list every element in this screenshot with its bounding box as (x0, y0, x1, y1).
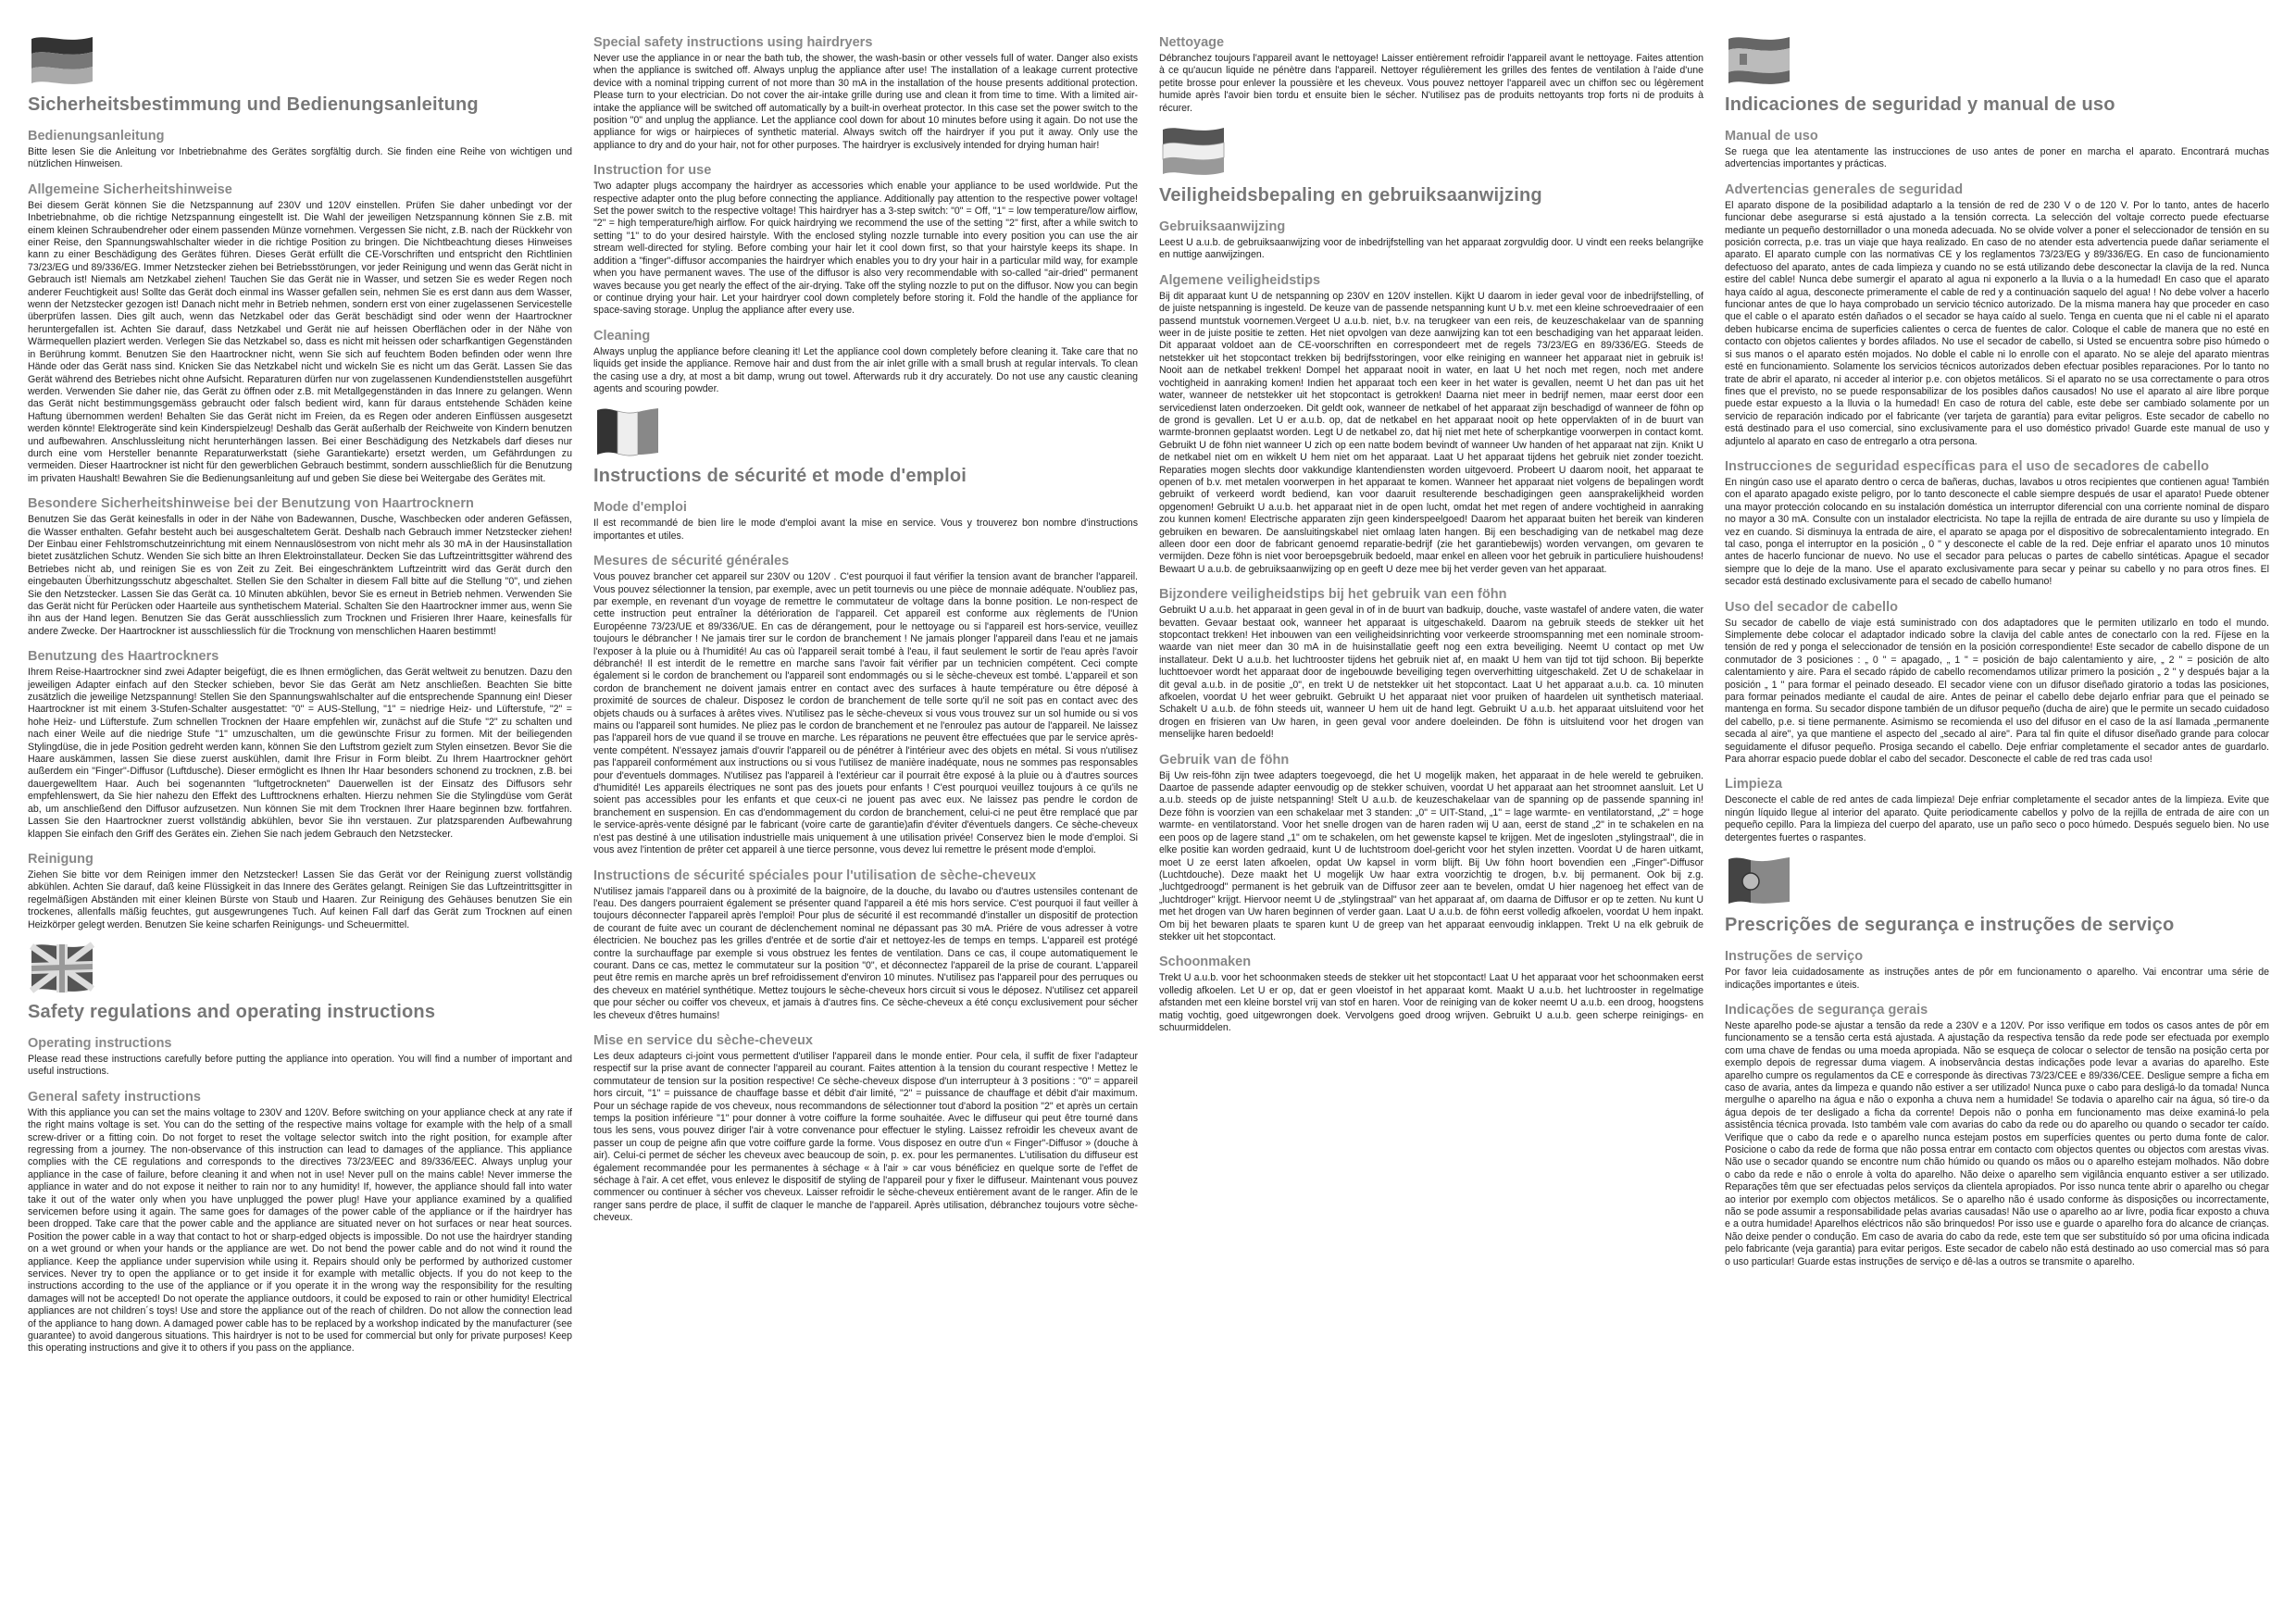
spanish-special-safety-text: En ningún caso use el aparato dentro o cerca de bañeras, duchas, lavabos u otros recipientes que contienen agua! También con el aparato apagado existe peligro, por lo tanto desconecte el cable siempre después de usar el aparato! Puede obtener una mayor protección colocando en su instalación doméstica un interruptor diferencial con una corriente nominal de disparo no mayor a 30 mA. Consulte con un instalador electricista. No tape la rejilla de entrada de aire durante su uso y límpiela de vez en cuando. Si disminuya la entrada de aire, el aparato se apaga por el dispositivo de sobrecalentamiento integrado. En tal caso, ponga el interruptor en la posición „ 0 " y desconecte el cable de la red. Deje enfriar el aparato unos 10 minutos antes de hacerlo funcionar de nuevo. No use el secador para pelucas o partes de cabello sintéticas. Apague el secador siempre que lo deje de la mano. Use el aparato exclusivamente para secar y peinar su cabello y no para otros fines. El secador está destinado exclusivamente para el secado de cabello humano! (1725, 476, 2269, 588)
dutch-use-heading: Gebruik van de föhn (1159, 752, 1290, 768)
french-special-safety-heading: Instructions de sécurité spéciales pour l'utilisation de sèche-cheveux (593, 868, 1037, 883)
german-cleaning-text: Ziehen Sie bitte vor dem Reinigen immer den Netzstecker! Lassen Sie das Gerät vor der Reinigung zuerst vollständig abkühlen. Achten Sie darauf, daß keine Flüssigkeit in das Innere des Gerätes gelangt. Reinigen Sie das Luftzeintrittsgitter in regelmäßigen Abständen mit einer kleinen Bürste von Staub und Haaren. Zur Reinigung des Gehäuses benutzen Sie ein trockenes, allenfalls mäßig feuchtes, gut ausgewrungenes Tuch. Auf keinen Fall darf das Gerät zum Trocknen auf einen Heizkörper gelegt werden. Benutzen Sie keine scharfen Reinigungs- und Scheuermittel. (28, 868, 572, 930)
dutch-general-safety-heading: Algemene veiligheidstips (1159, 272, 1321, 288)
portuguese-operating-heading: Instruções de serviço (1725, 949, 1864, 965)
english-cleaning-text: Always unplug the appliance before cleaning it! Let the appliance cool down completely before cleaning it. Take care that no liquids get inside the appliance. Remove hair and dust from the air inlet grille with a small brush at regular intervals. To clean the casing use a dry, at most a bit damp, wrung out towel. Afterwards rub it dry accurately. Do not use any caustic cleaning agents and scouring powder. (593, 345, 1138, 394)
flag-uk-icon (28, 939, 96, 996)
portuguese-general-safety-text: Neste aparelho pode-se ajustar a tensão da rede a 230V e a 120V. Por isso verifique em todos os casos antes de pôr em funcionamento se a tensão certa está ajustada. A ajustação da respectiva tensão da rede pode ser efectuada por exemplo com uma chave de fendas ou uma moeda apropiada. Não se esqueça de colocar o selector de tensão na posição certa por exemplo depois de regressar duma viagem. A inobservância destas indicações pode levar a avarias do aparelho. Este aparelho cumpre os regulamentos da CE e corresponde às directivas 73/23/CEE e 89/336/CEE. Desligue sempre a ficha em caso de avaria, antes da limpeza e quando não estiver a ser utilizado! Nunca puxe o cabo para desligá-lo da tomada! Nunca mergulhe o aparelho na água e não o exponha a chuva nem a humidade! Se todavia o aparelho cair na água, só tire-o da água depois de ter desligado a ficha da corrente! Depois não o ponha em funcionamento mas deixe examiná-lo pela assistência técnica provada. Isto também vale com avarias do cabo da rede ou do aparelho ou quando o secador ter caído. Verifique que o cabo da rede e o aparelho nunca estejam postos em superfícies quentes ou perto duma fonte de calor. Posicione o cabo da rede de forma que não possa entrar em contacto com objectos quentes ou objectos com arestas vivas. Não use o secador quando se encontre num chão húmido ou quando os mãos ou o aparelho estejam molhados. Não dobre o cabo da rede e não o enrole à volta do aparelho. Não deixe o aparelho sem vigilância enquanto estiver a ser utilizado. Reparações têm que ser efectuadas pelos serviços da clientela apropiados. Por isso nunca tente abrir o aparelho ou chegar ao interior por exemplo com objectos metálicos. Se o aparelho não é usado conforme às disposições ou incorrectamente, não se pode assumir a responsabilidade pelas avarias causadas! Não use o aparelho ao ar livre, podia ficar exposto a chuva e a outra humidade! Aparelhos eléctricos não são brinquedos! Por isso use e guarde o aparelho fora do alcance de crianças. Não deixe pender o condução. Em caso de avaria do cabo da rede, este tem que ser substituído só por uma oficina indicada pelo fabricante (veja garantia) para evitar perigos. Este secador de cabelo não está destinado ao uso comercial mas só para o uso particular! Guarde estas instruções de serviço e dê-las a outros se transmite o aparelho. (1725, 1019, 2269, 1267)
spanish-cleaning-heading: Limpieza (1725, 777, 1783, 793)
german-general-safety-text: Bei diesem Gerät können Sie die Netzspannung auf 230V und 120V einstellen. Prüfen Sie daher unbedingt vor der Inbetriebnahme, ob die richtige Netzspannung eingestellt ist. Die Wahl der jeweiligen Netzspannung können Sie z.B. mit einem kleinen Schraubendreher oder einem passenden Münze vornehmen. Vergessen Sie nicht, z.B. nach der Rückkehr von einer Reise, den Spannungswahlschalter wieder in die richtige Position zu bringen. Die Nichtbeachtung dieses Hinweises kann zu einer Beschädigung des Gerätes führen. Dieses Gerät erfüllt die CE-Vorschriften und entspricht den Richtlinien 73/23/EG und 89/336/EG. Immer Netzstecker ziehen bei Betriebsstörungen, vor jeder Reinigung und wenn das Gerät nicht in Gebrauch ist! Niemals am Netzkabel ziehen! Tauchen Sie das Gerät nie in Wasser, und setzen Sie es weder Regen noch anderer Feuchtigkeit aus! Sollte das Gerät doch einmal ins Wasser gefallen sein, nehmen Sie es erst dann aus dem Wasser, wenn der Netzstecker gezogen ist! Danach nicht mehr in Betrieb nehmen, sondern erst von einer zugelassenen Servicestelle überprüfen lassen. Dies gilt auch, wenn das Netzkabel oder das Gerät beschädigt sind oder wenn der Haartrockner heruntergefallen ist. Achten Sie darauf, dass Netzkabel und Gerät nie auf heissen Oberflächen oder in der Nähe von Wärmequellen plaziert werden. Verlegen Sie das Netzkabel so, dass es nicht mit heissen oder scharfkantigen Gegenständen in Berührung kommt. Benutzen Sie den Haartrockner nicht, wenn Sie sich auf feuchtem Boden befinden oder wenn Ihre Hände oder das Gerät nass sind. Knicken Sie das Netzkabel nicht und wickeln Sie es nicht um das Gerät. Lassen Sie das Gerät während des Betriebes nicht ohne Aufsicht. Reparaturen dürfen nur von zugelassenen Kundendienststellen ausgeführt werden. Verwenden Sie daher nie, das Gerät zu öffnen oder z.B. mit Metallgegenständen in das Innere zu gelangen. Wenn das Gerät nicht bestimmungsgemäss gebraucht oder falsch bedient wird, kann für daraus entstehende Schäden keine Haftung übernommen werden! Behalten Sie das Gerät nicht im Freien, da es Regen oder anderen Einflüssen ausgesetzt werden könnte! Elektrogeräte sind kein Kinderspielzeug! Deshalb das Gerät außerhalb der Reichweite von Kindern benutzen und aufbewahren. Anschlussleitung nicht herunterhängen lassen. Bei einer Beschädigung des Netzkabels darf dieses nur durch eine vom Hersteller benannte Reparaturwerkstatt (siehe Garantiekarte) ersetzt werden, um Gefährdungen zu vermeiden. Dieser Haartrockner ist nicht für den gewerblichen Gebrauch bestimmt, sondern ausschließlich für die Benutzung im privaten Haushalt! Bewahren Sie die Bedienungsanleitung auf und geben Sie diese bei Weitergabe des Gerätes mit. (28, 199, 572, 484)
dutch-title: Veiligheidsbepaling en gebruiksaanwijzing (1159, 185, 1542, 206)
french-cleaning-heading: Nettoyage (1159, 35, 1225, 50)
english-general-safety-text: With this appliance you can set the mains voltage to 230V and 120V. Before switching on your appliance check at any rate if the right mains voltage is set. You can do the setting of the respective mains voltage for example with the help of a small screw-driver or a fitting coin. Do not forget to reset the voltage selector switch into the right position, for example after regressing from a journey. The non-observance of this instruction can lead to damages of the appliance. This appliance complies with the CE regulations and corresponds to the directives 73/23/EEC and 89/336/EEC. Always unplug your appliance in the case of failure, before cleaning it and when not in use! Never pull on the mains cable! Never immerse the appliance in water and do not expose it neither to rain nor to any humidity! If, however, the appliance should fall into water take it out of the water only when you have unplugged the power plug! Have your appliance examined by a qualified servicemen before using it again. The same goes for damages of the power cable of the appliance or if the hairdryer has been dropped. Take care that the power cable and the appliance are situated never on hot surfaces or near heat sources. Position the power cable in a way that contact to hot or sharp-edged objects is impossible. Do not use the hairdryer standing on a wet ground or when your hands or the appliance are wet. Do not bend the power cable and do not wind it round the appliance. Keep the appliance under supervision while using it. Repairs should only be performed by authorized customer services. Never try to open the appliance or to get inside it for example with metallic objects. If you do not keep to the instructions according to the use of the appliance or if you operate it in the wrong way the responsibility for the resulting damages will not be accepted! Do not operate the appliance outdoors, it could be exposed to rain or other humidity! Electrical appliances are not children´s toys! Use and store the appliance out of the reach of children. Do not allow the connection lead of the appliance to hang down. A damaged power cable has to be replaced by a workshop indicated by the manufacturer (see guarantee) to avoid dangerous situations. This hairdryer is not to be used for commercial but only for private purposes! Keep this operating instructions and give it to others if you pass on the appliance. (28, 1106, 572, 1355)
german-use-heading: Benutzung des Haartrockners (28, 649, 219, 665)
french-operating-heading: Mode d'emploi (593, 500, 687, 516)
column-1 (28, 24, 572, 1361)
german-operating-text: Bitte lesen Sie die Anleitung vor Inbetriebnahme des Gerätes sorgfältig durch. Sie finden eine Reihe von wichtigen und nützlichen Hinweisen. (28, 146, 572, 170)
dutch-cleaning-text: Trekt U a.u.b. voor het schoonmaken steeds de stekker uit het stopcontact! Laat U het apparaat voor het schoonmaken eerst volledig afkoelen. Let U er op, dat er geen vloeistof in het apparaat komt. Maakt U a.u.b. het luchtrooster in regelmatige afstanden met een kleine borstel vrij van stof en haren. Voor de reiniging van de koker neemt U a.u.b. een droog, hoogstens matig vochtig, goed uitgewrongen doek. Vervolgens goed droog wrijven. Gebruikt U a.u.b. geen scherpe reinigings- en schuurmiddelen. (1159, 972, 1703, 1033)
german-cleaning-heading: Reinigung (28, 851, 94, 867)
german-general-safety-heading: Allgemeine Sicherheitshinweise (28, 181, 232, 197)
english-use-text: Two adapter plugs accompany the hairdryer as accessories which enable your appliance to be used worldwide. Put the respective adapter onto the plug before connecting the appliance. Additionally pay attention to the respective power voltage! Set the power switch to the respective voltage! This hairdryer has a 3-step switch: "0" = Off, "1" = low temperature/low airflow, "2" = high temperature/high airflow. For quick hairdrying we recommend the use of the setting "2" first, after a while switch to setting "1" to do your desired hairstyle. With the enclosed styling nozzle turnable into every position you can use the air stream well-directed for styling. Before combing your hair let it cool down first, so that your hairstyle keeps its shape. In addition a "finger"-diffusor accompanies the hairdryer which enables you to dry your hair in a particular mild way, for example when you have permanent waves. The use of the diffusor is also very recommendable with so-called "air-dried" permanent waves because you get nearly the effect of the air-drying. Take off the styling nozzle to put on the diffusor. Now you can begin or continue drying your hair. Let your hairdryer cool down completely before storing it. Fold the handle of the appliance for space-saving storage. Unplug the appliance after every use. (593, 181, 1138, 317)
french-general-safety-text: Vous pouvez brancher cet appareil sur 230V ou 120V . C'est pourquoi il faut vérifier la tension avant de brancher l'appareil. Vous pouvez sélectionner la tension, par exemple, avec un petit tournevis ou une pièce de monnaie adéquate. N'oubliez pas, par exemple, en revenant d'un voyage de remettre le commutateur de voltage dans la bonne position. Le non-respect de cette instruction peut entraîner la détérioration de l'appareil. Cet appareil est conforme aux règlements de l'Union Européenne 73/23/UE et 89/336/UE. En cas de dérangement, pour le nettoyage ou si l'appareil est hors-service, veuillez toujours le débrancher ! Ne jamais tirer sur le cordon de branchement ! Ne jamais plonger l'appareil dans l'eau et ne jamais l'exposer à la pluie ou à l'humidité! Au cas où l'appareil serait tombé à l'eau, il faut seulement le sortir de l'eau après l'avoir débranché! Il est interdit de le remettre en marche sans l'avoir fait vérifier par un technicien compétent. Ceci compte également si le cordon de branchement ou l'appareil sont endommagés ou si le sèche-cheveux est tombé. L'appareil et son cordon de branchement ne doivent jamais entrer en contact avec des surfaces à haute température ou être déposé à proximité de sources de chaleur. Disposez le cordon de branchement de telle sorte qu'il ne soit pas en contact avec des objets chauds ou à surfaces à arêtes vives. N'utilisez pas le sèche-cheveux si vous vous trouvez sur un sol humide ou si vos mains ou l'appareil sont humides. Ne pliez pas le cordon de branchement et ne l'enroulez pas autour de l'appareil. Ne laissez pas l'appareil hors de vue quand il se trouve en marche. Les réparations ne peuvent être effectuées que par le service après-vente compétent. N'essayez jamais d'ouvrir l'appareil ou de pénétrer à l'intérieur avec des objets en métal. Si vous n'utilisez pas l'appareil conformément aux instructions ou si vous l'utilisez de manière inadéquate, nous ne sommes pas responsables pour d'eventuels dommages. N'utilisez pas l'appareil à l'extérieur car il pourrait être exposé à la pluie ou à d'autres sources d'humidité! Les appareils électriques ne sont pas des jouets pour enfants ! C'est pourquoi veuillez toujours à ce qu'ils ne soient pas accessibles pour les enfants et que ceux-ci ne jouent pas avec eux. Ne laissez pas pendre le cordon de branchement en suspension. En cas d'endommagement du cordon de branchement, celui-ci ne peut être remplacé que par le service-après-vente désigné par le fabricant (voire carte de garantie)afin d'éviter d'éventuels dangers. Ce sèche-cheveux n'est pas destiné à une utilisation industrielle mais uniquement à une utilisation privée! Conservez bien le mode d'emploi. Si vous avez l'intention de prêter cet appareil à une tierce personne, vous devez lui remettre le présent mode d'emploi. (593, 571, 1138, 856)
dutch-use-text: Bij Uw reis-föhn zijn twee adapters toegevoegd, die het U mogelijk maken, het apparaat in de hele wereld te gebruiken. Daartoe de passende adapter eenvoudig op de stekker schuiven, voordat U het apparaat aan het stroomnet aansluit. Let U a.u.b. steeds op de juiste netspanning! Stelt U a.u.b. de keuzeschakelaar van de spanning op de passende spanning in! Deze föhn is voorzien van een schakelaar met 3 standen: „0" = UIT-Stand, „1" = lage warmte- en ventilatorstand, „2" = hoge warmte- en ventilatorstand. Voor het snelle drogen van de haren raden wij U aan, eerst de stand „2" in te schakelen en na een poos op de lagere stand „1" om te schakelen, om het gewenste kapsel te krijgen. Met de ingesloten „stylingstraal", die in elke positie kan worden gedraaid, kunt U de luchtstroom doel-gericht voor het stylen inzetten. Voordat U de haren uitkamt, moet U ze eerst laten afkoelen, opdat Uw kapsel in vorm blijft. Bij Uw föhn hoort bovendien een „Finger"-Diffusor (Luchtdouche). Deze maakt het U mogelijk Uw haar extra voorzichtig te drogen, b.v. bij permanent. Ook bij z.g. „luchtgedroogd" permanent is het gebruik van de Diffusor zeer aan te bevelen, omdat U hier nagenoeg het effect van de „luchtdroger" krijgt. Hiervoor neemt U de „stylingstraal" van het apparaat af, om daarna de Diffusor er op te zetten. Nu kunt U met het drogen van Uw haren beginnen of verder gaan. Laat U a.u.b. de föhn eerst volledig afkoelen, voordat U hem inpakt. Om bij het bewaren plaats te sparen kunt U de greep van het apparaat eenvoudig inklappen. Trekt U na elk gebruik de stekker uit het stopcontact. (1159, 769, 1703, 943)
dutch-operating-text: Leest U a.u.b. de gebruiksaanwijzing voor de inbedrijfstelling van het apparaat zorgvuldig door. U vindt een reeks belangrijke en nuttige aanwijzingen. (1159, 237, 1703, 261)
spanish-operating-text: Se ruega que lea atentamente las instrucciones de uso antes de poner en marcha el aparato. Encontrará muchas advertencias importantes y prácticas. (1725, 146, 2269, 170)
spanish-general-safety-heading: Advertencias generales de seguridad (1725, 181, 1964, 197)
spanish-use-heading: Uso del secador de cabello (1725, 599, 1898, 615)
dutch-special-safety-heading: Bijzondere veiligheidstips bij het gebruik van een föhn (1159, 587, 1507, 603)
french-use-heading: Mise en service du sèche-cheveux (593, 1032, 813, 1048)
portuguese-operating-text: Por favor leia cuidadosamente as instruções antes de pôr em funcionamento o aparelho. Vai encontrar uma série de indicações importantes e úteis. (1725, 967, 2269, 991)
english-general-safety-heading: General safety instructions (28, 1089, 201, 1105)
spanish-general-safety-text: El aparato dispone de la posibilidad adaptarlo a la tensión de red de 230 V o de 120 V. Por lo tanto, antes de hacerlo funcionar debe asegurarse si está ajustado a la tensión correcta. La selección del voltaje correcto puede efectuarse mediante un pequeño destornillador o una moneda adecuada. No se olvide volver a poner el seleccionador de tensión en su posición correcta, p.e. tras un viaje que haya realizado. En caso de no atender esta advertencia puede dañar seriamente el aparato. El aparato cumple con las normativas CE y los reglamentos 73/23/EG y 89/336/EG. En caso de funcionamiento defectuoso del aparato, antes de cada limpieza y cuando no se está utilizando debe desconectar la clavija de la red. Nunca estire del cable! Nunca debe sumergir el aparato al agua ni exponerlo a la lluvia o a la humedad! En caso que el aparato haya caído al agua, desconecte primeramente el cable de red y a continuación saquelo del agua! ! No debe volver a hacerlo funcionar antes de que lo haya comprobado un servicio técnico autorizado. De la misma manera hay que proceder en caso que el cable o el aparato estén dañados o el secador se haya caído al suelo. Tenga en cuenta que ni el cable ni el aparato deben hubicarse encima de superficies calientes o cerca de fuentes de calor. Coloque el cable de manera que no esté en contacto con objetos calientes y bordes afilados. No use el secador de cabello, si Usted se encuentra sobre piso húmedo o si sus manos o el aparato estén mojados. No doble el cable ni lo enrolle con el aparato. No se aleje del aparato mientras esté en funcionamiento. Solamente los servicios técnicos autorizados deben efectuar posibles reparaciones. Por lo tanto no trate de abrir el aparato, ni acceder al interior p.e. con objetos metálicos. Si el aparato no se usa correctamente o para otros fines que el previsto, no se puede responsabilizar de los posibles daños causados! No use el aparato al aire libre porque puede estar expuesto a la lluvia o la humedad! En caso de rotura del cable, este debe ser cambiado solamente por un servicio de reparación indicado por el fabricante (ver tarjeta de garantía) para evitar peligros. Este secador de cabello no está destinado para el uso comercial, sino exclusivamente para el uso doméstico privado! Guarde este manual de uso y adjuntelo al aparato en caso de entregarlo a otra persona. (1725, 199, 2269, 447)
german-operating-heading: Bedienungsanleitung (28, 129, 165, 144)
flag-france-icon (593, 403, 662, 460)
flag-portugal-icon (1725, 852, 1793, 909)
spanish-title: Indicaciones de seguridad y manual de uso (1725, 94, 2115, 115)
dutch-special-safety-text: Gebruikt U a.u.b. het apparaat in geen geval in of in de buurt van badkuip, douche, vaste wastafel of andere vaten, die water bevatten. Gevaar bestaat ook, wanneer het apparaat is uitgeschakeld. Daarom na gebruik steeds de stekker uit het stopcontact trekken! Het inbouwen van een veiligheidsinrichting voor verkeerde stroomspanning met een nominale stroom- waarde van niet meer dan 30 mA in de huisinstallatie geeft nog een extra beveiliging. Neemt U contact op met Uw installateur. Dekt U a.u.b. het luchtrooster tijdens het gebruik niet af, en maakt U hem van tijd tot tijd schoon. Bij beperkte luchttoevoer wordt het apparaat door de ingebouwde beveiliging tegen oververhitting uitgeschakeld. Zet U de schakelaar in dit geval a.u.b. in de positie „0", en trekt U de netstekker uit het stopcontact. Laat U het apparaat a.u.b. ca. 10 minuten afkoelen, voordat U het weer gebruikt. Gebruikt U het apparaat niet voor pruiken of haardelen uit synthetisch materiaal. Schakelt U a.u.b. de föhn steeds uit, wanneer U hem uit de hand legt. Gebruikt U a.u.b. het apparaat uitsluitend voor het drogen en frisieren van Uw haren, in geen geval voor andere doeleinden. De föhn is uitsluitend voor het drogen van menselijke haren bedoeld! (1159, 605, 1703, 741)
french-operating-text: Il est recommandé de bien lire le mode d'emploi avant la mise en service. Vous y trouverez bon nombre d'instructions importantes et utiles. (593, 518, 1138, 542)
french-cleaning-text: Débranchez toujours l'appareil avant le nettoyage! Laisser entièrement refroidir l'appareil avant le nettoyage. Faites attention à ce qu'aucun liquide ne pénètre dans l'appareil. Nettoyer régulièrement les grilles des fentes de ventilation à l'aide d'une petite brosse pour enlever la poussière et les cheveux. Vous pouvez nettoyer l'appareil avec un chiffon sec ou légèrement humide après l'avoir bien tordu et ensuite bien le sécher. N'utilisez pas de produits nettoyants trop forts ni de produits à récurer. (1159, 53, 1703, 114)
german-use-text: Ihrem Reise-Haartrockner sind zwei Adapter beigefügt, die es Ihnen ermöglichen, das Gerät weltweit zu benutzen. Dazu den jeweiligen Adapter einfach auf den Stecker schieben, bevor Sie das Gerät am Netz anschließen. Beachten Sie bitte zusätzlich die jeweilige Netzspannung! Stellen Sie den Spannungswahlschalter auf die entsprechende Spannung ein! Dieser Haartrockner ist mit einem 3-Stufen-Schalter ausgestattet: "0" = AUS-Stellung, "1" = niedrige Heiz- und Lüfterstufe, "2" = hohe Heiz- und Lüfterstufe. Zum schnellen Trocknen der Haare empfehlen wir, zunächst auf die Stufe "2" zu schalten und nach einer Weile auf die niedrige Stufe "1" umzuschalten, um die gewünschte Frisur zu formen. Mit der beiliegenden Stylingdüse, die in jede Position gedreht werden kann, können Sie den Luftstrom gezielt zum Stylen einsetzen. Bevor Sie die Haare auskämmen, lassen Sie diese zuerst auskühlen, damit Ihre Frisur in Form bleibt. Zu Ihrem Haartrockner gehört außerdem ein "Finger"-Diffusor (Luftdusche). Dieser ermöglicht es Ihnen Ihr Haar besonders schonend zu trocknen, z.B. bei dauergewelltem Haar. Auch bei sogenannten "luftgetrockneten" Dauerwellen ist der Einsatz des Diffusors sehr empfehlenswert, da Sie hier nahezu den Effekt des Lufttrocknens erhalten. Hierzu nehmen Sie die Stylingdüse vom Gerät ab, um anschließend den Diffusor aufzusetzen. Nun können Sie mit dem Trocknen Ihrer Haare beginnen bzw. fortfahren. Lassen Sie den Haartrockner zuerst vollständig abkühlen, bevor Sie ihn verstauen. Zur platzsparenden Aufbewahrung klappen Sie einfach den Griff des Gerätes ein. Ziehen Sie nach jedem Gebrauch den Netzstecker. (28, 667, 572, 840)
column-4 (1725, 24, 2269, 1274)
dutch-cleaning-heading: Schoonmaken (1159, 955, 1252, 970)
portuguese-general-safety-heading: Indicações de segurança gerais (1725, 1002, 1928, 1017)
spanish-cleaning-text: Desconecte el cable de red antes de cada limpieza! Deje enfriar completamente el secador antes de la limpieza. Evite que ningún líquido llegue al interior del aparato. Quite periodicamente cabellos y polvo de la rejilla de entrada de aire con un pequeño cepillo. Para la limpieza del cuerpo del aparato, use un paño seco o poco húmedo. Después seguelo bien. No use detergentes fuertes o raspantes. (1725, 794, 2269, 843)
english-cleaning-heading: Cleaning (593, 328, 651, 343)
flag-netherlands-icon (1159, 122, 1228, 180)
german-special-safety-heading: Besondere Sicherheitshinweise bei der Benutzung von Haartrocknern (28, 496, 474, 512)
german-special-safety-text: Benutzen Sie das Gerät keinesfalls in oder in der Nähe von Badewannen, Dusche, Waschbecken oder anderen Gefässen, die Wasser enthalten. Gefahr besteht auch bei ausgeschaltetem Gerät. Deshalb nach Gebrauch immer Netzstecker ziehen! Der Einbau einer Fehlstromschutzeinrichtung mit einem Nennauslösestrom von nicht mehr als 30 mA in der Hausinstallation bietet zusätzlichen Schutz. Wenden Sie sich bitte an Ihren Elektroinstallateur. Decken Sie das Luftzeintrittsgitter während des Betriebes nicht ab, und reinigen Sie es von Zeit zu Zeit. Bei eingeschränktem Luftzeintritt wird das Gerät durch den eingebauten Überhitzungsschutz abgeschaltet. Stellen Sie den Schalter in diesem Fall bitte auf die Stellung "0", und ziehen Sie den Netzstecker. Lassen Sie das Gerät ca. 10 Minuten abkühlen, bevor Sie es erneut in Betrieb nehmen. Verwenden Sie das Gerät nicht für Perücken oder Haarteile aus synthetischem Material. Schalten Sie den Haartrockner immer aus, wenn Sie ihn aus der Hand legen. Benutzen Sie das Gerät ausschliesslich zum Trocknen und Frisieren Ihrer Haare, keinesfalls für andere Zwecke. Der Haartrockner ist ausschliesslich für die Trocknung von menschlichen Haaren bestimmt! (28, 514, 572, 637)
flag-spain-icon (1725, 31, 1793, 89)
french-special-safety-text: N'utilisez jamais l'appareil dans ou à proximité de la baignoire, de la douche, du lavabo ou d'autres ustensiles contenant de l'eau. Des dangers pourraient également se présenter quand l'appareil a été mis hors service. C'est pourquoi il faut veiller à toujours déconnecter l'appareil après l'emploi! Pour plus de sécurité il est recommandé d'installer un dispositif de protection de courant de fuite avec un courant de déclenchement nominal ne dépassant pas 30 mA. Priére de vous adresser à votre électricien. Ne bouchez pas les grilles d'entrée et de sortie d'air et nettoyez-les de temps en temps. L'appareil est protégé contre la surchauffage par exemple si vous obstruez les fentes de ventilation. Dans ce cas, il coupe automatiquement le courant. Dans ce cas, mettez le commutateur sur la position "0", et déconnectez l'appareil de la prise de courant. L'appareil peut être remis en marche après un bref refroidissement d'environ 10 minutes. N'utilisez pas l'appareil pour des perruques ou des cheveux en matériel synthétique. Mettez toujours le sèche-cheveux hors circuit si vous le déposez. N'utilisez cet appareil que pour sécher ou coiffer vos cheveux, et jamais à d'autres fins. Ce sèche-cheveux a été conçu exclusivement pour sécher les cheveux d'êtres humains! (593, 885, 1138, 1021)
dutch-operating-heading: Gebruiksaanwijzing (1159, 219, 1286, 235)
english-special-safety-heading: Special safety instructions using hairdryers (593, 35, 873, 50)
portuguese-title: Prescrições de segurança e instruções de serviço (1725, 915, 2175, 936)
spanish-special-safety-heading: Instrucciones de seguridad específicas para el uso de secadores de cabello (1725, 458, 2210, 474)
spanish-use-text: Su secador de cabello de viaje está suministrado con dos adaptadores que le permiten utilizarlo en todo el mundo. Simplemente debe colocar el adaptador indicado sobre la clavija del cable antes de conectarlo con la red. Fíjese en la tensión de red y ponga el seleccionador de tensión en la posición correspondiente! Este secador de cabello dispone de un conmutador de 3 posiciones : „ 0 " = apagado, „ 1 " = posición de bajo calentamiento y aire, „ 2 " = posición de alto calentamiento y aire. Para el secado rápido de cabello recomendamos utilizar primero la posición „ 2 " y después bajar a la posición „ 1 " para formar el peinado deseado. El secador viene con un difusor diseñado giratorio a todas las posiciones, para formar peinados mediante el caudal de aire. Antes de peinar el cabello debe dejarlo enfriar para que el peinado se mantenga en forma. Su secador dispone también de un difusor pequeño (ducha de aire) que le permite un secado cuidadoso del cabello, p.e. si tiene permanente. Asimismo se recomienda el uso del difusor en el caso de la así llamada „permanente secada al aire", ya que mantiene el aspecto del „secado al aire". Para tal fin quite el difusor diseñado grande para colocar seguidamente el difusor pequeño. Prosiga secando el cabello. Deje enfriar completamente el secador antes de guardarlo. Para ahorrar espacio puede doblar el cabo del secador. Desconecte el cable de red tras cada uso! (1725, 617, 2269, 766)
column-3 (1159, 24, 1703, 1040)
german-title: Sicherheitsbestimmung und Bedienungsanleitung (28, 94, 479, 115)
english-use-heading: Instruction for use (593, 163, 712, 179)
dutch-general-safety-text: Bij dit apparaat kunt U de netspanning op 230V en 120V instellen. Kijkt U daarom in ieder geval voor de inbedrijfstelling, of de juiste netspanning is ingesteld. De keuze van de passende netspanning kunt U b.v. met een kleine schroevedraaier of een passend muntstuk voornemen.Vergeet U a.u.b. niet, b.v. na terugkeer van een reis, de keuzeschakelaar van de spanning weer in de juiste positie te zetten. Het niet opvolgen van deze aanwijzing kan tot een beschadiging van het apparaat leiden. Dit apparaat voldoet aan de CE-voorschriften en correspondeert met de regels 73/23/EG en 89/336/EG. Steeds de netstekker uit het stopcontact trekken bij bedrijfsstoringen, voor elke reiniging en wanneer het apparaat niet in gebruik is! Nooit aan de netkabel trekken! Dompel het apparaat nooit in water, en laat U het noch met regen, noch met andere vochtigheid in aanraking komen! Indien het apparaat toch een keer in het water is gevallen, neemt U het dan pas uit het water, wanneer de netstekker uit het stopcontact is getrokken! Daarna niet meer in bedrijf nemen, maar eerst door een servicedienst laten onderzoeken. Dit geldt ook, wanneer de netkabel of het apparaat zijn beschadigd of wanneer de föhn op de grond is gevallen. Let U er a.u.b. op, dat de netkabel en het apparaat nooit op hete oppervlakten of in de buurt van warmte-bronnen geplaatst worden. Legt U de netkabel zo, dat hij niet met hete of scherpkantige voorwerpen in contact komt. Gebruikt U de föhn niet wanneer U zich op een natte bodem bevindt of wanneer Uw handen of het apparaat nat zijn. Knikt U de netkabel niet om en wikkelt U hem niet om het apparaat. Laat U het apparaat tijdens het gebruik niet zonder toezicht. Reparaties mogen slechts door vakkundige klantendiensten worden uitgevoerd. Probeert U daarom nooit, het apparaat te openen of b.v. met metalen voorwerpen in het apparaat te komen. Wanneer het apparaat niet volgens de bepalingen wordt gebruikt of verkeerd wordt bediend, kan voor daaruit resulterende beschadigingen geen aansprakelijkheid worden opgenomen! Gebruikt U a.u.b. het apparaat niet in de open lucht, omdat het met regen of andere vochtigheid in aanraking zou kunnen komen! Electrische apparaten zijn geen kinderspeelgoed! Daarom het apparaat buiten het bereik van kinderen gebruiken en bewaren. De aansluitingskabel niet omlaag laten hangen. Bij een beschadiging van de netkabel mag deze alleen door een door de fabricant genoemd reparatie-bedrijf (zie het garantiebewijs) worden vervangen, om gevaren te vermijden. Deze föhn is niet voor beroepsgebruik bedoeld, maar enkel en alleen voor het gebruik in particuliere huishoudens! Bewaart U a.u.b. de gebruiksaanwijzing op en geeft U deze mee bij het verder geven van het apparaat. (1159, 290, 1703, 575)
column-2 (593, 24, 1138, 1230)
english-operating-text: Please read these instructions carefully before putting the appliance into operation. You will find a number of important and useful instructions. (28, 1053, 572, 1078)
french-title: Instructions de sécurité et mode d'emploi (593, 466, 967, 487)
french-general-safety-heading: Mesures de sécurité générales (593, 554, 790, 569)
english-title: Safety regulations and operating instructions (28, 1001, 436, 1022)
english-operating-heading: Operating instructions (28, 1035, 172, 1051)
french-use-text: Les deux adapteurs ci-joint vous permettent d'utiliser l'appareil dans le monde entier. Pour cela, il suffit de fixer l'adapteur respectif sur la prise avant de connecter l'appareil au courant. Faites attention à la tension du courant respective ! Mettez le commutateur de tension sur la position respective! Ce sèche-cheveux dispose d'un interrupteur à 3 positions : "0" = appareil hors circuit, "1" = puissance de chauffage basse et débit d'air limité, "2" = puissance de chauffage et débit d'air maximum. Pour un séchage rapide de vos cheveux, nous recommandons de sélectionner tout d'abord la position "2" et après un certain temps la position inférieure "1" pour donner à votre coiffure la forme souhaitée. Avec le diffuseur qui peut être tourné dans tous les sens, vous pouvez diriger l'air à votre convenance pour effectuer le styling. Laissez refroidir les cheveux avant de passer un coup de peigne afin que votre coiffure garde la forme. Vous disposez en outre d'un « Finger"-Diffusor » (douche à air). Celui-ci permet de sécher les cheveux avec beaucoup de soin, p. ex. pour les permanentes. L'utilisation du diffuseur est également recommandée pour les permanentes à séchage « à l'air » car vous bénéficiez en quelque sorte de l'effet de séchage à l'air. A cet effet, vous enlevez le dispositif de styling de l'appareil pour y fixer le diffuseur. Maintenant vous pouvez commencer ou continuer à sécher vos cheveux. Laisser refroidir le sèche-cheveux entièrement avant de le ranger. Afin de le ranger sans perdre de place, il suffit de claquer le manche de l'appareil. Après utilisation, débranchez toujours votre sèche-cheveux. (593, 1050, 1138, 1224)
spanish-operating-heading: Manual de uso (1725, 129, 1818, 144)
english-special-safety-text: Never use the appliance in or near the bath tub, the shower, the wash-basin or other vessels full of water. Danger also exists when the appliance is switched off. Always unplug the appliance after use! The installation of a leakage current protective device with a nominal tripping current of not more than 30 mA in the installation of the house presents additional protection. Please turn to your electrician. Do not cover the air-intake grille during use and clean it from time to time. With a limited air-intake the appliance will be switched off automatically by a built-in overheat protector. In this case set the power switch to the position "0" and unplug the appliance. Let the appliance cool down for about 10 minutes before using it again. Do not use the appliance for wigs or hairpieces of synthetic material. Always switch off the hairdryer if you put it away. Only use the appliance to dry and do your hair, not for other purposes. The hairdryer is exclusively intended for drying human hair! (593, 53, 1138, 151)
flag-germany-icon (28, 31, 96, 89)
